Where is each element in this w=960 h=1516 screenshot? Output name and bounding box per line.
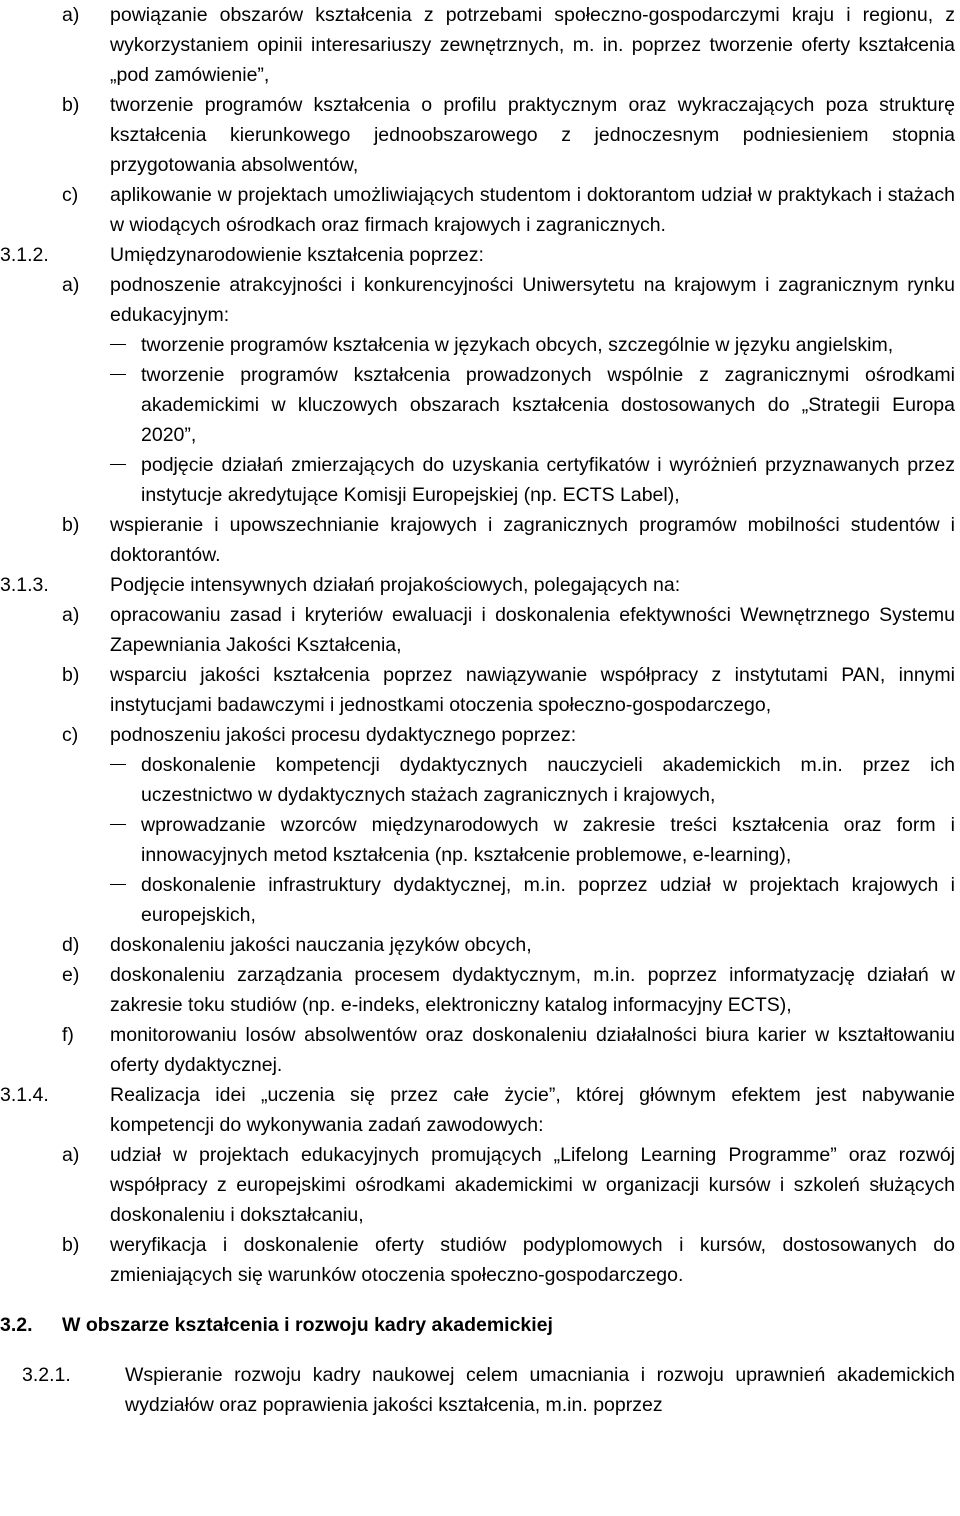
item-label: c) (62, 724, 79, 746)
section-item (0, 1080, 960, 1140)
item-text: Wspieranie rozwoju kadry naukowej celem umacniania i rozwoju uprawnień akademickich wydziałów oraz poprawienia jakości kształcenia, m.in. poprzez (125, 1364, 955, 1416)
item-label: 3.2. (0, 1314, 33, 1336)
list-item (0, 510, 960, 570)
item-text: W obszarze kształcenia i rozwoju kadry akademickiej (62, 1314, 553, 1336)
item-text: podnoszeniu jakości procesu dydaktycznego poprzez: (110, 724, 577, 746)
item-text: Umiędzynarodowienie kształcenia poprzez: (110, 244, 484, 266)
bullet-item (0, 450, 960, 510)
list-item (0, 720, 960, 750)
list-item (0, 1140, 960, 1230)
item-label: 3.1.3. (0, 574, 49, 596)
item-label: b) (62, 1234, 80, 1256)
list-item (0, 180, 960, 240)
item-text: Realizacja idei „uczenia się przez całe życie”, której głównym efektem jest nabywanie kompetencji do wykonywania zadań zawodowych: (110, 1084, 955, 1136)
bullet-item (0, 810, 960, 870)
item-text: weryfikacja i doskonalenie oferty studiów podyplomowych i kursów, dostosowanych do zmieniających się warunków otoczenia społeczno-gospodarczego. (110, 1234, 955, 1286)
item-text: doskonalenie kompetencji dydaktycznych nauczycieli akademickich m.in. przez ich uczestnictwo w dydaktycznych stażach zagranicznych i krajowych, (141, 754, 955, 806)
item-text: wprowadzanie wzorców międzynarodowych w zakresie treści kształcenia oraz form i innowacyjnych metod kształcenia (np. kształcenie problemowe, e-learning), (141, 814, 955, 866)
item-label: a) (62, 4, 80, 26)
item-text: wspieranie i upowszechnianie krajowych i zagranicznych programów mobilności studentów i doktorantów. (110, 514, 955, 566)
item-text: doskonaleniu zarządzania procesem dydaktycznym, m.in. poprzez informatyzację działań w zakresie toku studiów (np. e-indeks, elektroniczny katalog informacyjny ECTS), (110, 964, 955, 1016)
item-label: 3.1.4. (0, 1084, 49, 1106)
list-item (0, 90, 960, 180)
bullet-item (0, 330, 960, 360)
item-label: e) (62, 964, 80, 986)
dash-marker (110, 750, 126, 780)
item-text: doskonaleniu jakości nauczania języków obcych, (110, 934, 532, 956)
item-label: d) (62, 934, 80, 956)
item-label: c) (62, 184, 79, 206)
dash-marker (110, 330, 126, 360)
item-text: podjęcie działań zmierzających do uzyskania certyfikatów i wyróżnień przyznawanych przez instytucje akredytujące Komisji Europejskiej (np. ECTS Label), (141, 454, 955, 506)
item-text: Podjęcie intensywnych działań projakościowych, polegających na: (110, 574, 681, 596)
list-item (0, 930, 960, 960)
list-item (0, 600, 960, 660)
item-label: b) (62, 94, 80, 116)
list-item (0, 1230, 960, 1290)
bullet-item (0, 750, 960, 810)
item-label: b) (62, 664, 80, 686)
item-text: tworzenie programów kształcenia w językach obcych, szczególnie w języku angielskim, (141, 334, 894, 356)
item-text: podnoszenie atrakcyjności i konkurencyjności Uniwersytetu na krajowym i zagranicznym rynku edukacyjnym: (110, 274, 955, 326)
item-text: doskonalenie infrastruktury dydaktycznej, m.in. poprzez udział w projektach krajowych i europejskich, (141, 874, 955, 926)
dash-marker (110, 870, 126, 900)
item-text: tworzenie programów kształcenia prowadzonych wspólnie z zagranicznymi ośrodkami akademickimi w kluczowych obszarach kształcenia dostosowanych do „Strategii Europa 2020”, (141, 364, 955, 446)
item-text: aplikowanie w projektach umożliwiających studentom i doktorantom udział w praktykach i stażach w wiodących ośrodkach oraz firmach krajowych i zagranicznych. (110, 184, 955, 236)
item-text: tworzenie programów kształcenia o profilu praktycznym oraz wykraczających poza strukturę kształcenia kierunkowego jednoobszarowego z jednoczesnym podniesieniem stopnia przygotowania absolwentów, (110, 94, 955, 176)
list-item (0, 270, 960, 330)
item-label: 3.1.2. (0, 244, 49, 266)
dash-marker (110, 360, 126, 390)
list-item (0, 960, 960, 1020)
item-text: wsparciu jakości kształcenia poprzez nawiązywanie współpracy z instytutami PAN, innymi instytucjami badawczymi i jednostkami otoczenia społeczno-gospodarczego, (110, 664, 955, 716)
item-label: a) (62, 1144, 80, 1166)
section-item (0, 570, 960, 600)
item-text: powiązanie obszarów kształcenia z potrzebami społeczno-gospodarczymi kraju i regionu, z wykorzystaniem opinii interesariuszy zewnętrznych, m. in. poprzez tworzenie oferty kształcenia „pod zamówienie”, (110, 4, 955, 86)
list-item (0, 1020, 960, 1080)
dash-marker (110, 810, 126, 840)
item-label: f) (62, 1024, 74, 1046)
dash-marker (110, 450, 126, 480)
section-item (0, 240, 960, 270)
item-text: monitorowaniu losów absolwentów oraz doskonaleniu działalności biura karier w kształtowaniu oferty dydaktycznej. (110, 1024, 955, 1076)
list-item (0, 660, 960, 720)
section-item (0, 1360, 960, 1420)
section-item (0, 1310, 960, 1340)
item-label: a) (62, 604, 80, 626)
item-text: udział w projektach edukacyjnych promujących „Lifelong Learning Programme” oraz rozwój współpracy z europejskimi ośrodkami akademickimi w organizacji kursów i szkoleń służących doskonaleniu i dokształcaniu, (110, 1144, 955, 1226)
item-text: opracowaniu zasad i kryteriów ewaluacji i doskonalenia efektywności Wewnętrznego Systemu Zapewniania Jakości Kształcenia, (110, 604, 955, 656)
bullet-item (0, 360, 960, 450)
list-item (0, 0, 960, 90)
bullet-item (0, 870, 960, 930)
item-label: a) (62, 274, 80, 296)
item-label: b) (62, 514, 80, 536)
item-label: 3.2.1. (22, 1364, 71, 1386)
